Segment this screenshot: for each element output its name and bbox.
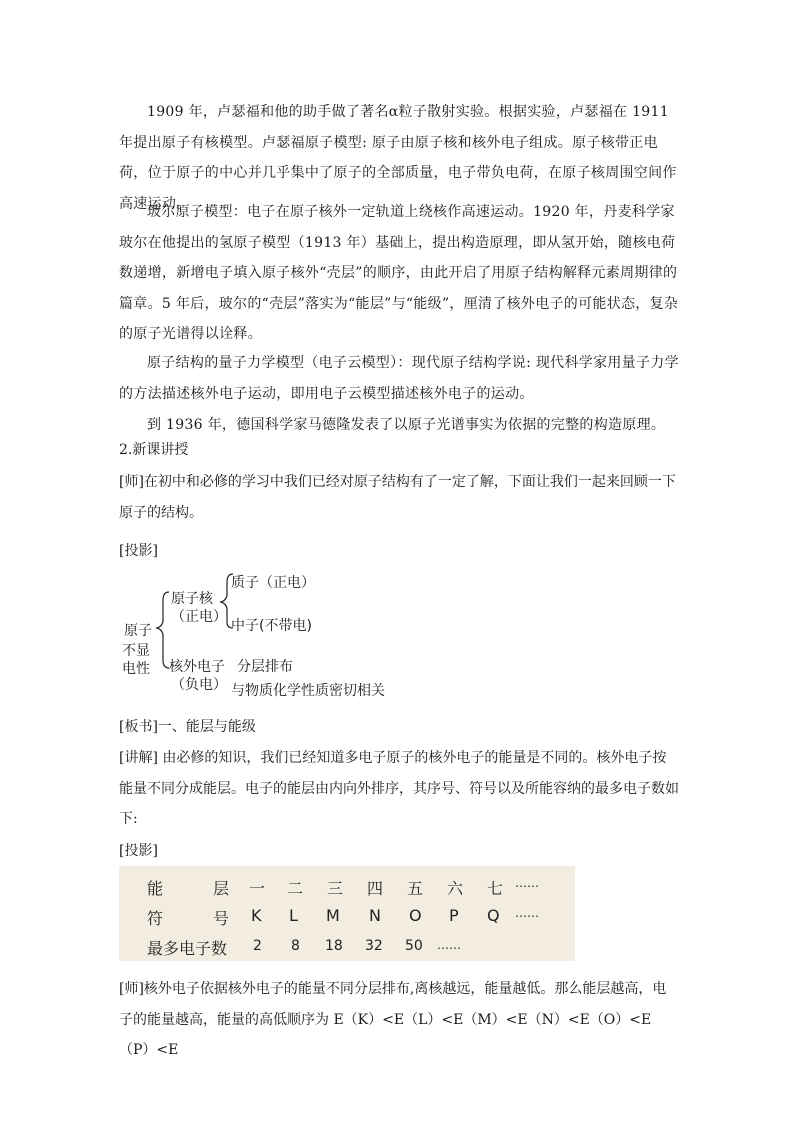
electron-charge: （负电） bbox=[171, 677, 227, 693]
chemical-property-label: 与物质化学性质密切相关 bbox=[231, 683, 385, 699]
paragraph-madelung: 到 1936 年，德国科学家马德隆发表了以原子光谱事实为依据的完整的构造原理。 bbox=[147, 417, 666, 433]
teacher-energy-order: [师]核外电子依据核外电子的能量不同分层排布,离核越远，能量越低。那么能层越高，电子的能量越高，能量的高低顺序为 E（K）<E（L）<E（M）<E（N）<E（O）<E（P）<E bbox=[119, 981, 667, 1058]
paragraph-rutherford: 1909 年，卢瑟福和他的助手做了著名α粒子散射实验。根据实验，卢瑟福在 1911 年提出原子有核模型。卢瑟福原子模型: 原子由原子核和核外电子组成。原子核带正电荷，位于原子的中心并几乎集中了原子的全部质量，电子带负电荷，在原子核周围空间作高速运动。 bbox=[119, 104, 677, 212]
board-heading: [板书]一、能层与能级 bbox=[119, 719, 256, 735]
row1-cell-8: 七 bbox=[487, 879, 504, 898]
row1-cell-0: 能 bbox=[147, 879, 164, 898]
row1-cell-7: 六 bbox=[447, 879, 464, 898]
row1-cell-3: 二 bbox=[287, 879, 304, 898]
row2-cell-4: M bbox=[326, 906, 340, 925]
row3-cell-5: 50 bbox=[405, 938, 423, 954]
electron-label: 核外电子 bbox=[169, 659, 225, 675]
atom-label-1: 原子 bbox=[124, 623, 152, 639]
energy-level-table bbox=[119, 866, 575, 961]
nucleus-charge: （正电） bbox=[171, 609, 227, 625]
row2-cell-2: K bbox=[251, 906, 262, 925]
explanation-paragraph: [讲解] 由必修的知识，我们已经知道多电子原子的核外电子的能量是不同的。核外电子按能量不同分成能层。电子的能层由内向外排序，其序号、符号以及所能容纳的最多电子数如下: bbox=[119, 750, 679, 827]
row2-cell-0: 符 bbox=[147, 909, 164, 928]
row1-cell-5: 四 bbox=[367, 879, 384, 898]
row2-cell-7: P bbox=[449, 906, 459, 925]
row1-cell-1: 层 bbox=[213, 879, 230, 898]
proton-label: 质子（正电） bbox=[231, 575, 315, 591]
nucleus-label: 原子核 bbox=[171, 591, 213, 607]
atom-label-2: 不显 bbox=[122, 643, 150, 659]
atom-label-3: 电性 bbox=[122, 661, 150, 677]
row1-cell-9: …… bbox=[515, 876, 539, 890]
row2-cell-3: L bbox=[289, 906, 298, 925]
row3-cell-4: 32 bbox=[365, 938, 383, 954]
row3-cell-2: 8 bbox=[291, 938, 300, 954]
row2-cell-8: Q bbox=[487, 906, 500, 925]
layered-arrangement-label: 分层排布 bbox=[237, 659, 293, 675]
row3-cell-3: 18 bbox=[325, 938, 343, 954]
row3-cell-6: …… bbox=[437, 938, 461, 952]
row2-cell-6: O bbox=[409, 906, 422, 925]
row2-cell-1: 号 bbox=[213, 909, 230, 928]
row2-cell-5: N bbox=[369, 906, 381, 925]
projection-label-1: [投影] bbox=[119, 543, 158, 559]
row1-cell-6: 五 bbox=[407, 879, 424, 898]
neutron-label: 中子(不带电) bbox=[231, 618, 312, 634]
row3-cell-1: 2 bbox=[253, 938, 262, 954]
row2-cell-9: …… bbox=[515, 906, 539, 920]
projection-label-2: [投影] bbox=[119, 843, 158, 859]
atom-structure-diagram bbox=[119, 570, 439, 700]
paragraph-quantum-model: 原子结构的量子力学模型（电子云模型）：现代原子结构学说: 现代科学家用量子力学的方法描述核外电子运动，即用电子云模型描述核外电子的运动。 bbox=[119, 355, 679, 402]
row1-cell-4: 三 bbox=[327, 879, 344, 898]
section-heading-new-lesson: 2.新课讲授 bbox=[119, 442, 189, 458]
paragraph-bohr: 玻尔原子模型：电子在原子核外一定轨道上绕核作高速运动。1920 年，丹麦科学家玻尔在他提出的氢原子模型（1913 年）基础上，提出构造原理，即从氢开始，随核电荷数递增，新增电子填入原子核外“壳层”的顺序，由此开启了用原子结构解释元素周期律的篇章。5 年后，玻尔的“壳层”落实为“能层”与“能级”，厘清了核外电子的可能状态，复杂的原子光谱得以诠释。 bbox=[119, 204, 679, 342]
teacher-intro: [师]在初中和必修的学习中我们已经对原子结构有了一定了解，下面让我们一起来回顾一下原子的结构。 bbox=[119, 474, 676, 521]
row3-cell-0: 最多电子数 bbox=[147, 939, 228, 958]
row1-cell-2: 一 bbox=[249, 879, 266, 898]
